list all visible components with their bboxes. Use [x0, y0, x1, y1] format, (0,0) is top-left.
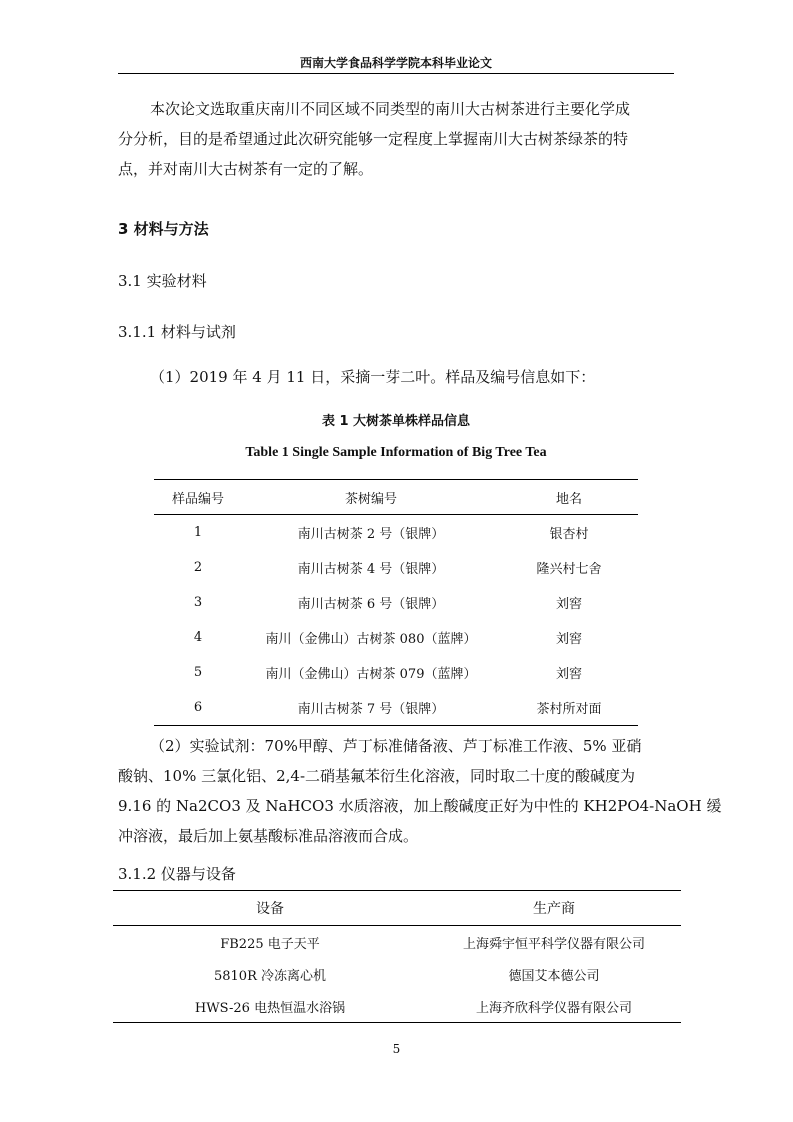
column-header-sample-no: 样品编号 [154, 480, 242, 515]
table-row [154, 515, 638, 551]
cell-tree-no: 南川古树茶 2 号（银牌） [297, 527, 445, 542]
table-row [154, 620, 638, 655]
cell-tree-no: 南川古树茶 7 号（银牌） [242, 690, 500, 726]
cell-sample-no: 2 [193, 560, 203, 575]
cell-equipment: FB225 电子天平 [220, 936, 320, 952]
cell-location: 刘窖 [555, 632, 582, 647]
table-row [154, 550, 638, 585]
section-heading-3-1-1: 3.1.1 材料与试剂 [118, 323, 236, 341]
header-rule [118, 73, 674, 74]
cell-manufacturer: 上海舜宇恒平科学仪器有限公司 [462, 936, 645, 952]
cell-location: 茶村所对面 [500, 690, 638, 726]
cell-location: 刘窖 [555, 667, 582, 682]
intro-line-3: 点，并对南川大古树茶有一定的了解。 [118, 160, 374, 178]
cell-manufacturer: 上海齐欣科学仪器有限公司 [427, 990, 681, 1023]
column-header-location: 地名 [500, 480, 638, 515]
table-row [113, 958, 681, 990]
section-heading-3: 3 材料与方法 [118, 220, 209, 238]
cell-tree-no: 南川古树茶 6 号（银牌） [297, 597, 445, 612]
cell-tree-no: 南川古树茶 4 号（银牌） [297, 562, 445, 577]
running-header: 西南大学食品科学学院本科毕业论文 [299, 56, 492, 70]
section-heading-3-1-2: 3.1.2 仪器与设备 [118, 865, 236, 883]
cell-location: 隆兴村七舍 [536, 562, 602, 577]
cell-sample-no: 5 [193, 665, 203, 680]
cell-equipment: 5810R 冷冻离心机 [213, 968, 326, 984]
cell-sample-no: 1 [193, 525, 203, 540]
table1-caption-en: Table 1 Single Sample Information of Big Tree Tea [245, 445, 547, 460]
page-number: 5 [392, 1042, 401, 1056]
column-header-tree-no: 茶树编号 [242, 480, 500, 515]
table-row [154, 690, 638, 726]
cell-sample-no: 4 [193, 630, 203, 645]
item-1-text: （1）2019 年 4 月 11 日，采摘一芽二叶。样品及编号信息如下： [150, 368, 596, 386]
cell-sample-no: 3 [193, 595, 203, 610]
equipment-table [113, 890, 681, 1023]
table-row [113, 990, 681, 1023]
cell-tree-no: 南川（金佛山）古树茶 079（蓝牌） [265, 667, 477, 682]
table-header-row [154, 480, 638, 515]
cell-equipment: HWS-26 电热恒温水浴锅 [113, 990, 427, 1023]
item-2-line-1: （2）实验试剂：70%甲醇、芦丁标准储备液、芦丁标准工作液、5% 亚硝 [150, 737, 642, 755]
table-header-row [113, 891, 681, 926]
intro-line-2: 分分析，目的是希望通过此次研究能够一定程度上掌握南川大古树茶绿茶的特 [118, 130, 629, 148]
cell-location: 银杏村 [549, 527, 589, 542]
item-2-line-4: 冲溶液，最后加上氨基酸标准品溶液而合成。 [118, 827, 419, 845]
table1-caption-cn: 表 1 大树茶单株样品信息 [321, 414, 471, 429]
table-row [154, 655, 638, 690]
cell-manufacturer: 德国艾本德公司 [508, 968, 600, 984]
intro-line-1: 本次论文选取重庆南川不同区域不同类型的南川大古树茶进行主要化学成 [150, 100, 631, 118]
item-2-line-3: 9.16 的 Na2CO3 及 NaHCO3 水质溶液，加上酸碱度正好为中性的 KH2PO4-NaOH 缓 [118, 797, 722, 815]
table-row [113, 926, 681, 959]
cell-tree-no: 南川（金佛山）古树茶 080（蓝牌） [265, 632, 477, 647]
sample-info-table [154, 479, 638, 726]
item-2-line-2: 酸钠、10% 三氯化铝、2,4-二硝基氟苯衍生化溶液，同时取二十度的酸碱度为 [118, 767, 636, 785]
cell-location: 刘窖 [555, 597, 582, 612]
section-heading-3-1: 3.1 实验材料 [118, 272, 207, 290]
column-header-manufacturer: 生产商 [427, 891, 681, 926]
column-header-equipment: 设备 [113, 891, 427, 926]
cell-sample-no: 6 [154, 690, 242, 726]
table-row [154, 585, 638, 620]
